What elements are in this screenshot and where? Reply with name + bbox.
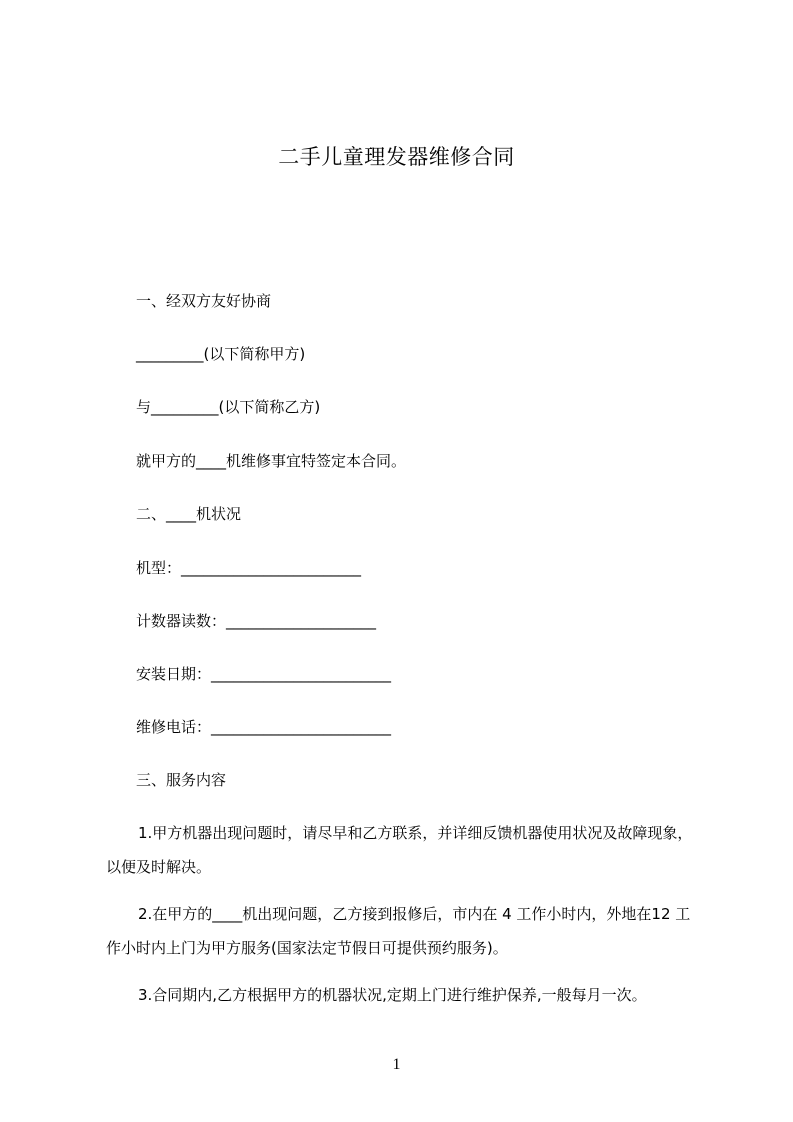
clause-1 — [106, 816, 702, 884]
page-number: 1 — [392, 1056, 401, 1073]
section-heading-service-content: 三、服务内容 — [136, 771, 227, 789]
clause-3-text: 3.合同期内,乙方根据甲方的机器状况,定期上门进行维护保养,一般每月一次。 — [138, 986, 647, 1004]
clause-2-text: 2.在甲方的____机出现问题，乙方接到报修后，市内在 4 工作小时内，外地在12 工作小时内上门为甲方服务(国家法定节假日可提供预约服务)。 — [106, 905, 691, 957]
counter-reading-line: 计数器读数：____________________ — [136, 612, 377, 630]
party-b-line: 与_________(以下简称乙方) — [136, 398, 321, 416]
clause-2 — [106, 897, 702, 965]
party-a-line: _________(以下简称甲方) — [136, 345, 306, 363]
document-title: 二手儿童理发器维修合同 — [278, 145, 515, 169]
repair-phone-line: 维修电话：________________________ — [136, 718, 392, 736]
install-date-line: 安装日期：________________________ — [136, 665, 392, 683]
model-field-line: 机型：________________________ — [136, 559, 362, 577]
clause-1-text: 1.甲方机器出现问题时，请尽早和乙方联系，并详细反馈机器使用状况及故障现象，以便及时解决。 — [106, 824, 693, 876]
purpose-line: 就甲方的____机维修事宜特签定本合同。 — [136, 452, 407, 470]
clause-3 — [106, 978, 702, 1012]
section-heading-consultation: 一、经双方友好协商 — [136, 292, 272, 310]
section-heading-machine-status: 二、____机状况 — [136, 505, 242, 523]
